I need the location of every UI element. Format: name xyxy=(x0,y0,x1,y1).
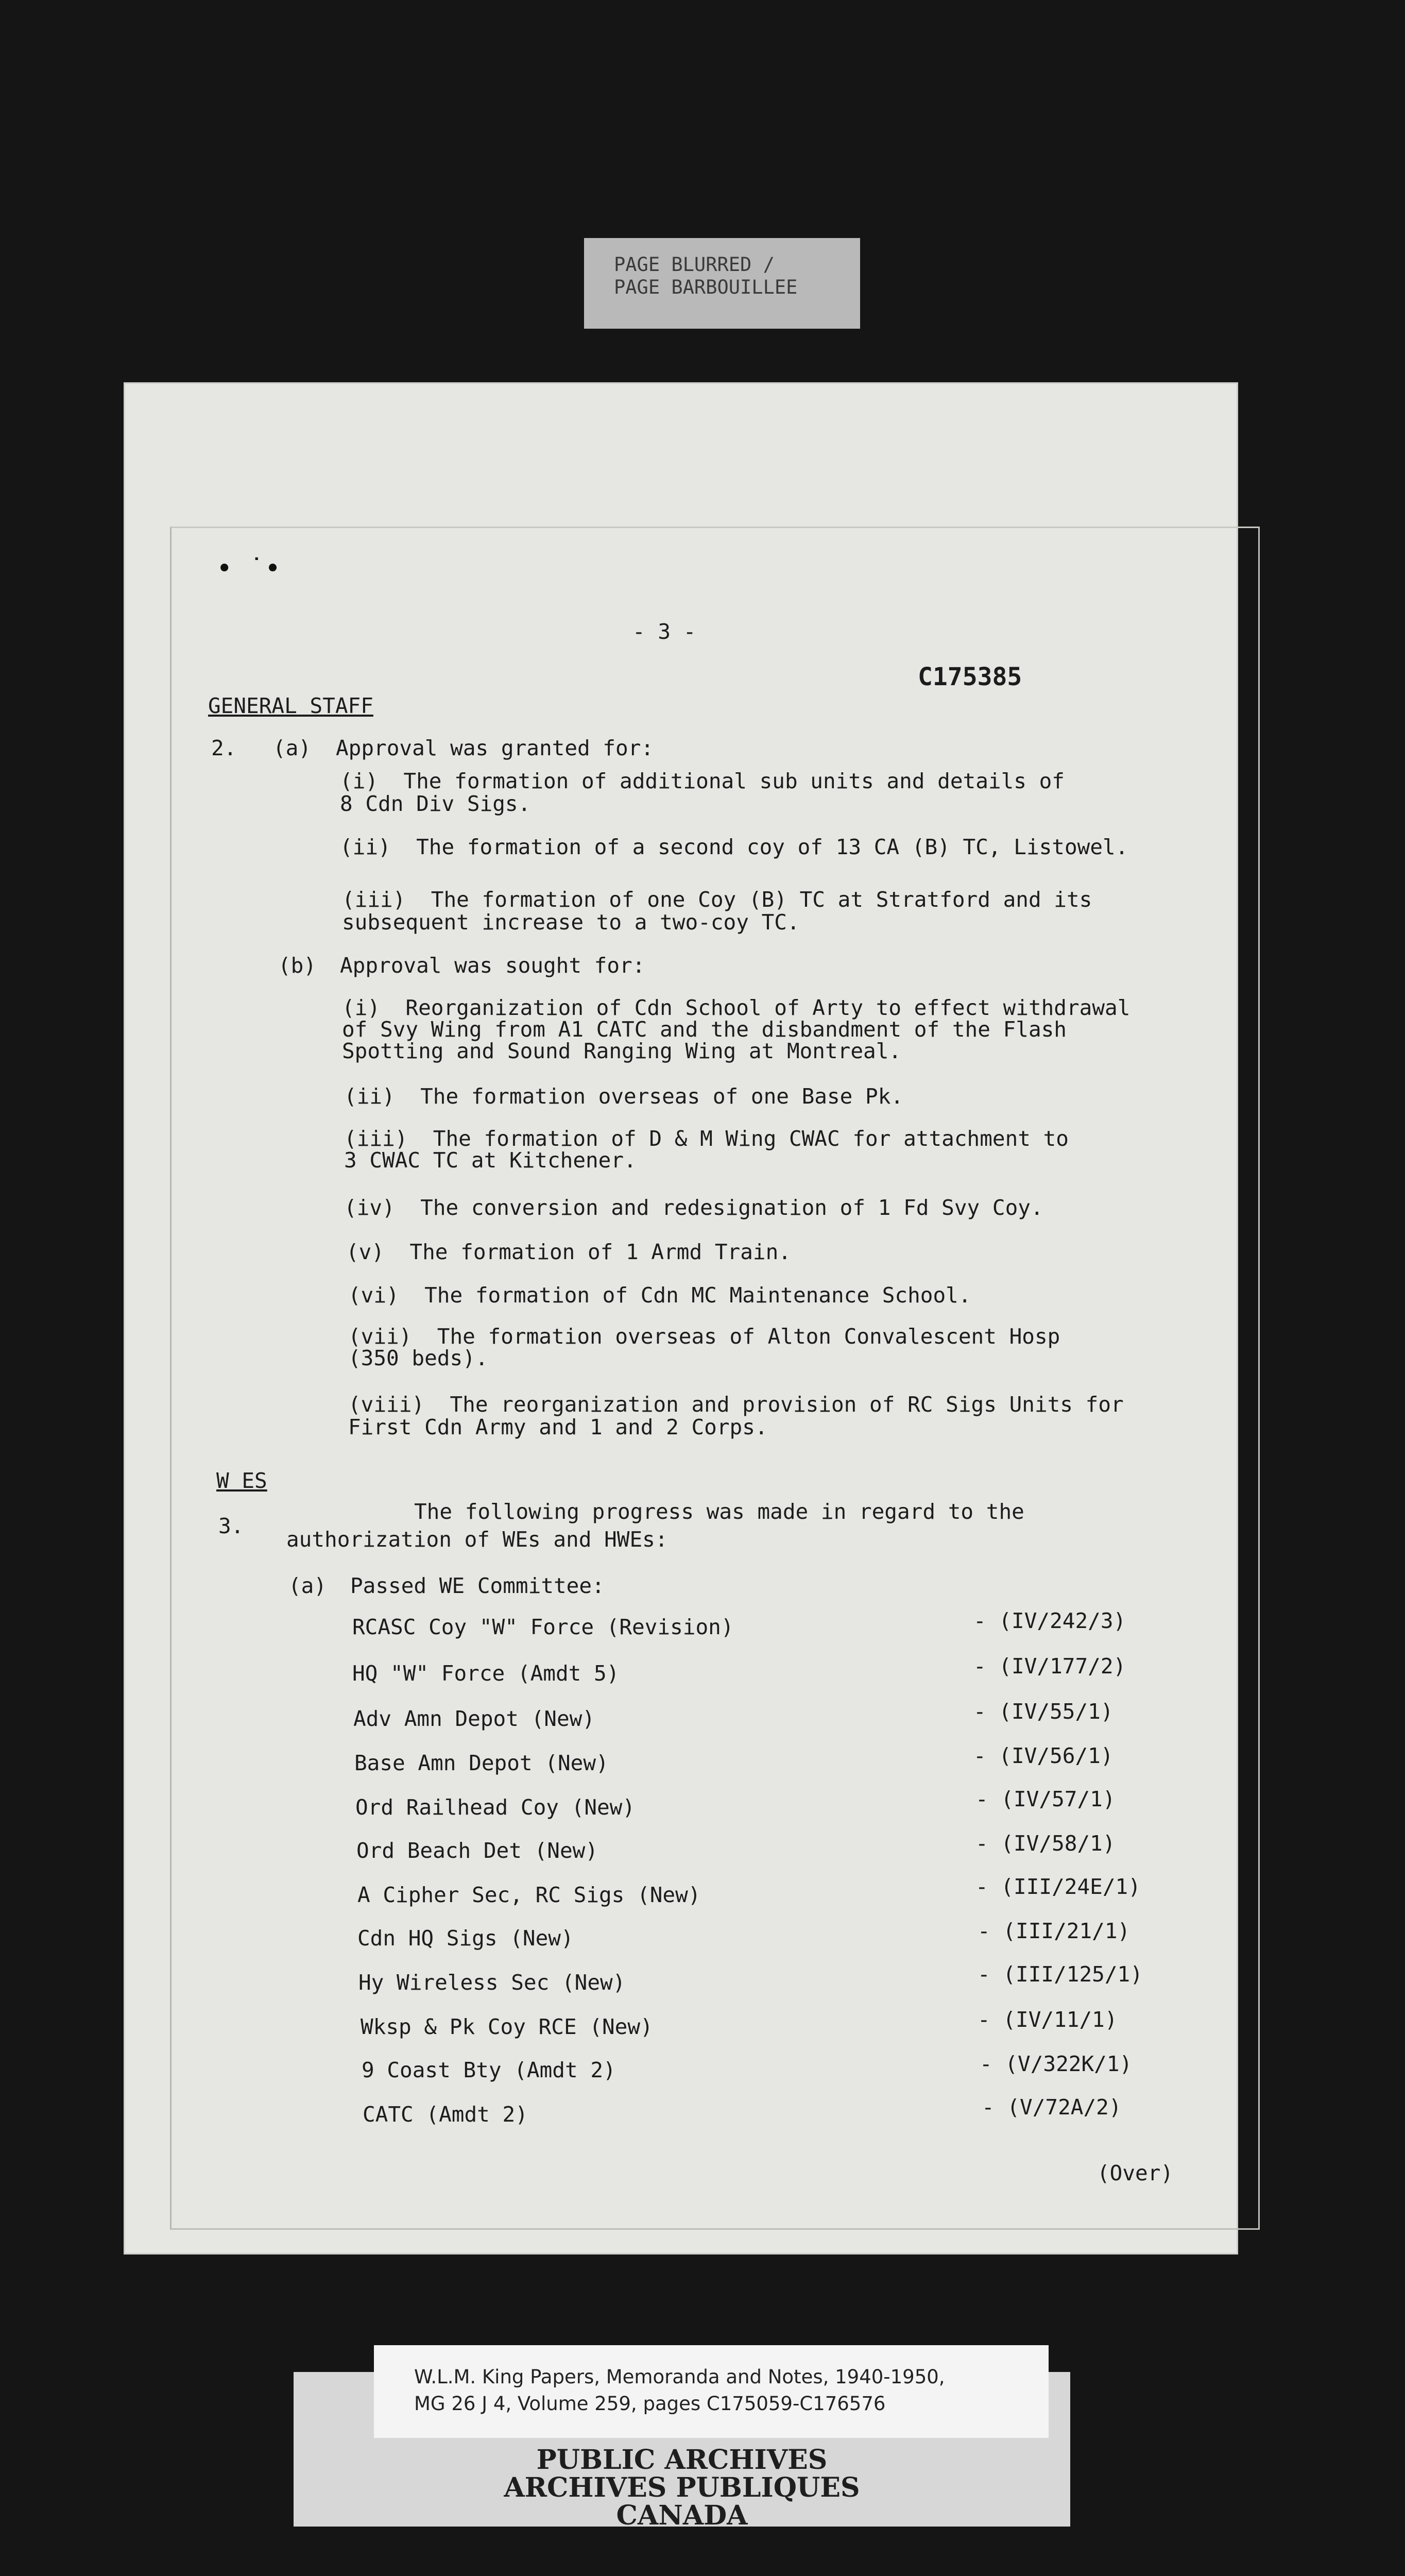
item-2b-v-line1: (v) The formation of 1 Armd Train. xyxy=(346,1240,791,1264)
item-2b-viii-line2: First Cdn Army and 1 and 2 Corps. xyxy=(348,1415,768,1439)
item-2b-iii-line1: (iii) The formation of D & M Wing CWAC for attachment to xyxy=(344,1126,1069,1151)
archive-line-2: ARCHIVES PUBLIQUES xyxy=(504,2472,860,2503)
we-entry-code: - (III/21/1) xyxy=(978,1919,1130,1943)
we-entry-name: Ord Beach Det (New) xyxy=(356,1838,598,1863)
we-entry-name: CATC (Amdt 2) xyxy=(363,2102,528,2127)
item-2b-iii-line2: 3 CWAC TC at Kitchener. xyxy=(344,1148,637,1173)
page-number: - 3 - xyxy=(632,619,696,644)
item-2a-i-line2: 8 Cdn Div Sigs. xyxy=(340,791,531,816)
item-number-3: 3. xyxy=(218,1514,244,1538)
we-entry-code: - (IV/58/1) xyxy=(975,1831,1116,1856)
ink-marks: • ˙• xyxy=(216,553,281,584)
we-entry-name: Wksp & Pk Coy RCE (New) xyxy=(361,2014,653,2039)
we-entry-code: - (IV/57/1) xyxy=(975,1787,1116,1811)
we-entry-name: Base Amn Depot (New) xyxy=(354,1751,609,1775)
reference-number: C175385 xyxy=(918,663,1022,691)
item-2b-ii-line1: (ii) The formation overseas of one Base Pk. xyxy=(344,1084,904,1109)
section-heading-general-staff: GENERAL STAFF xyxy=(208,693,373,718)
we-entry-name: RCASC Coy "W" Force (Revision) xyxy=(352,1615,734,1639)
we-entry-code: - (IV/55/1) xyxy=(973,1699,1113,1724)
item-2b-iv-line1: (iv) The conversion and redesignation of 1 Fd Svy Coy. xyxy=(344,1195,1043,1220)
item-3a-text: Passed WE Committee: xyxy=(350,1573,605,1598)
item-3-intro-line2: authorization of WEs and HWEs: xyxy=(286,1527,668,1552)
we-entry-name: Ord Railhead Coy (New) xyxy=(355,1795,636,1820)
item-2b-i-line3: Spotting and Sound Ranging Wing at Montreal. xyxy=(342,1039,902,1063)
citation-line-1: W.L.M. King Papers, Memoranda and Notes, 1940-1950, xyxy=(414,2366,945,2388)
item-2b-vii-line2: (350 beds). xyxy=(348,1346,488,1370)
item-number-2: 2. xyxy=(211,736,237,760)
item-2b-vii-line1: (vii) The formation overseas of Alton Convalescent Hosp xyxy=(348,1324,1060,1349)
item-2b-i-line1: (i) Reorganization of Cdn School of Arty to effect withdrawal xyxy=(342,995,1130,1020)
we-entry-code: - (III/24E/1) xyxy=(975,1874,1141,1899)
item-2a-i-line1: (i) The formation of additional sub units and details of xyxy=(340,769,1065,793)
citation-card xyxy=(374,2345,1049,2438)
we-entry-name: 9 Coast Bty (Amdt 2) xyxy=(362,2058,616,2082)
we-entry-name: Hy Wireless Sec (New) xyxy=(358,1970,626,1995)
item-2b-label: (b) xyxy=(278,953,317,978)
item-2b-vi-line1: (vi) The formation of Cdn MC Maintenance School. xyxy=(348,1283,971,1308)
item-2a-text: Approval was granted for: xyxy=(336,736,654,760)
we-entry-code: - (IV/56/1) xyxy=(973,1743,1113,1768)
we-entry-name: HQ "W" Force (Amdt 5) xyxy=(352,1661,620,1686)
we-entry-name: Adv Amn Depot (New) xyxy=(353,1706,595,1731)
we-entry-name: Cdn HQ Sigs (New) xyxy=(357,1926,574,1951)
we-entry-code: - (IV/177/2) xyxy=(973,1654,1126,1679)
page-blurred-tag xyxy=(584,238,860,329)
we-entry-code: - (III/125/1) xyxy=(978,1962,1143,1987)
tag-line-2: PAGE BARBOUILLEE xyxy=(614,276,798,298)
section-heading-wes: W ES xyxy=(216,1468,267,1493)
we-entry-code: - (IV/242/3) xyxy=(973,1608,1126,1633)
item-2b-viii-line1: (viii) The reorganization and provision of RC Sigs Units for xyxy=(348,1392,1124,1417)
item-2a-label: (a) xyxy=(273,736,312,760)
item-2a-iii-line1: (iii) The formation of one Coy (B) TC at Stratford and its xyxy=(342,887,1092,912)
archive-stamp xyxy=(294,2446,1070,2530)
we-entry-code: - (V/72A/2) xyxy=(982,2095,1122,2120)
item-3-intro-line1: The following progress was made in regard to the xyxy=(414,1499,1024,1524)
archive-line-3: CANADA xyxy=(616,2500,748,2531)
item-2a-iii-line2: subsequent increase to a two-coy TC. xyxy=(342,910,800,935)
citation-line-2: MG 26 J 4, Volume 259, pages C175059-C176576 xyxy=(414,2393,886,2415)
we-entry-code: - (IV/11/1) xyxy=(978,2007,1118,2032)
we-entry-name: A Cipher Sec, RC Sigs (New) xyxy=(357,1883,701,1907)
item-2b-text: Approval was sought for: xyxy=(340,953,645,978)
item-3a-label: (a) xyxy=(288,1573,327,1598)
we-entry-code: - (V/322K/1) xyxy=(980,2052,1133,2076)
tag-line-1: PAGE BLURRED / xyxy=(614,253,775,276)
over-label: (Over) xyxy=(1097,2161,1174,2185)
archive-line-1: PUBLIC ARCHIVES xyxy=(536,2444,828,2476)
item-2b-i-line2: of Svy Wing from A1 CATC and the disbandment of the Flash xyxy=(342,1017,1067,1042)
item-2a-ii-line1: (ii) The formation of a second coy of 13 CA (B) TC, Listowel. xyxy=(340,835,1128,859)
